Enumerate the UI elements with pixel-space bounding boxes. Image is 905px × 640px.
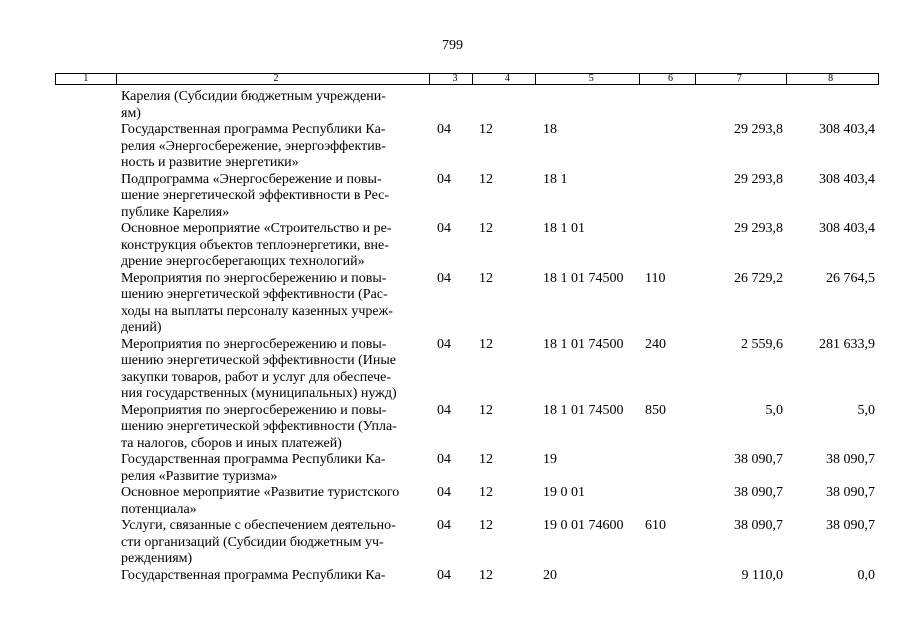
section-code: 04 xyxy=(437,518,451,533)
column-1-cell xyxy=(55,485,115,518)
amount-column-7: 5,0 xyxy=(765,402,783,418)
table-row xyxy=(55,518,879,568)
subsection-code: 12 xyxy=(479,336,493,352)
amount-column-8: 38 090,7 xyxy=(826,452,875,467)
item-name: Подпрограмма «Энергосбережение и повы- шение энергетической эффективности в Рес- публике Карелия» xyxy=(121,171,390,220)
column-number-7: 7 xyxy=(695,74,786,84)
column-1-cell xyxy=(55,89,115,122)
amount-column-8: 26 764,5 xyxy=(826,270,875,286)
subsection-code: 12 xyxy=(479,171,493,187)
table-row xyxy=(55,271,879,337)
item-name: Государственная программа Республики Ка- релия «Развитие туризма» xyxy=(121,452,386,484)
section-code: 04 xyxy=(437,221,451,236)
item-name: Мероприятия по энергосбережению и повы- шению энергетической эффективности (Рас- ходы на выплаты персоналу казенных учреж- дений) xyxy=(121,270,393,335)
expense-type-code: 850 xyxy=(645,402,666,418)
amount-column-7: 29 293,8 xyxy=(734,122,783,137)
expense-type-code xyxy=(639,122,696,172)
expense-type-code xyxy=(639,89,696,122)
expense-type-code: 110 xyxy=(645,270,666,286)
table-row xyxy=(55,568,879,585)
item-name: Государственная программа Республики Ка- xyxy=(121,567,386,583)
target-article-code: 18 1 01 74500 xyxy=(543,270,624,286)
section-code: 04 xyxy=(437,336,451,352)
table-row xyxy=(55,485,879,518)
section-code: 04 xyxy=(437,452,451,467)
subsection-code: 12 xyxy=(479,221,493,236)
amount-column-7: 9 110,0 xyxy=(741,567,783,583)
section-code: 04 xyxy=(437,485,451,500)
column-number-header xyxy=(55,73,879,85)
subsection-code: 12 xyxy=(479,270,493,286)
subsection-code: 12 xyxy=(479,402,493,418)
table-row xyxy=(55,89,879,122)
target-article-code: 19 0 01 74600 xyxy=(543,518,624,533)
amount-column-7: 29 293,8 xyxy=(734,221,783,236)
subsection-code: 12 xyxy=(479,122,493,137)
amount-column-7: 26 729,2 xyxy=(734,270,783,286)
column-1-cell xyxy=(55,122,115,172)
target-article-code: 20 xyxy=(543,567,557,583)
table-row xyxy=(55,122,879,172)
expense-type-code xyxy=(639,221,696,271)
budget-table-body xyxy=(55,89,879,584)
table-row xyxy=(55,403,879,453)
subsection-code: 12 xyxy=(479,518,493,533)
amount-column-8: 38 090,7 xyxy=(826,518,875,533)
target-article-code: 18 1 01 74500 xyxy=(543,402,624,418)
column-1-cell xyxy=(55,452,115,485)
section-code: 04 xyxy=(437,171,451,187)
section-code: 04 xyxy=(437,270,451,286)
column-1-cell xyxy=(55,271,115,337)
amount-column-7: 29 293,8 xyxy=(734,171,783,187)
section-code xyxy=(429,89,472,122)
amount-column-8 xyxy=(787,89,879,122)
target-article-code: 18 1 01 xyxy=(543,221,585,236)
target-article-code: 18 1 01 74500 xyxy=(543,336,624,352)
item-name: Государственная программа Республики Ка- релия «Энергосбережение, энергоэффектив- ность и развитие энергетики» xyxy=(121,122,386,170)
item-name: Мероприятия по энергосбережению и повы- шению энергетической эффективности (Иные закупки товаров, работ и услуг для обеспече- ния государственных (муниципальных) нужд) xyxy=(121,336,397,401)
table-row xyxy=(55,452,879,485)
amount-column-7: 2 559,6 xyxy=(741,336,783,352)
item-name: Мероприятия по энергосбережению и повы- шению энергетической эффективности (Упла- та налогов, сборов и иных платежей) xyxy=(121,402,397,451)
expense-type-code xyxy=(639,568,696,585)
item-name: Услуги, связанные с обеспечением деятельно- сти организаций (Субсидии бюджетным уч- реждениям) xyxy=(121,518,396,566)
amount-column-7: 38 090,7 xyxy=(734,452,783,467)
target-article-code: 18 1 xyxy=(543,171,568,187)
column-1-cell xyxy=(55,172,115,222)
target-article-code: 19 xyxy=(543,452,557,467)
item-name: Основное мероприятие «Развитие туристского потенциала» xyxy=(121,485,400,517)
column-number-2: 2 xyxy=(116,74,429,84)
amount-column-7 xyxy=(696,89,787,122)
amount-column-8: 0,0 xyxy=(857,567,875,583)
amount-column-8: 308 403,4 xyxy=(819,171,875,187)
target-article-code: 18 xyxy=(543,122,557,137)
expense-type-code xyxy=(639,485,696,518)
column-1-cell xyxy=(55,337,115,403)
target-article-code: 19 0 01 xyxy=(543,485,585,500)
amount-column-7: 38 090,7 xyxy=(734,518,783,533)
column-1-cell xyxy=(55,221,115,271)
amount-column-8: 308 403,4 xyxy=(819,122,875,137)
subsection-code: 12 xyxy=(479,452,493,467)
amount-column-8: 308 403,4 xyxy=(819,221,875,236)
target-article-code xyxy=(535,89,639,122)
subsection-code: 12 xyxy=(479,567,493,583)
item-name: Основное мероприятие «Строительство и ре- конструкция объектов теплоэнергетики, вне- дрение энергосберегающих технологий» xyxy=(121,221,392,269)
amount-column-8: 281 633,9 xyxy=(819,336,875,352)
table-row xyxy=(55,221,879,271)
table-row xyxy=(55,337,879,403)
column-number-8: 8 xyxy=(786,74,878,84)
subsection-code xyxy=(472,89,535,122)
column-1-cell xyxy=(55,403,115,453)
expense-type-code: 240 xyxy=(645,336,666,352)
section-code: 04 xyxy=(437,122,451,137)
table-row xyxy=(55,172,879,222)
expense-type-code xyxy=(639,452,696,485)
column-1-cell xyxy=(55,568,115,585)
section-code: 04 xyxy=(437,402,451,418)
expense-type-code: 610 xyxy=(645,518,666,533)
column-number-6: 6 xyxy=(639,74,696,84)
section-code: 04 xyxy=(437,567,451,583)
column-1-cell xyxy=(55,518,115,568)
page-number: 799 xyxy=(442,38,463,53)
item-name: Карелия (Субсидии бюджетным учреждени- ям) xyxy=(121,89,386,121)
column-number-5: 5 xyxy=(535,74,639,84)
column-number-3: 3 xyxy=(429,74,472,84)
column-number-1: 1 xyxy=(83,73,89,84)
amount-column-8: 38 090,7 xyxy=(826,485,875,500)
column-number-4: 4 xyxy=(472,74,535,84)
amount-column-8: 5,0 xyxy=(857,402,875,418)
subsection-code: 12 xyxy=(479,485,493,500)
expense-type-code xyxy=(639,172,696,222)
amount-column-7: 38 090,7 xyxy=(734,485,783,500)
